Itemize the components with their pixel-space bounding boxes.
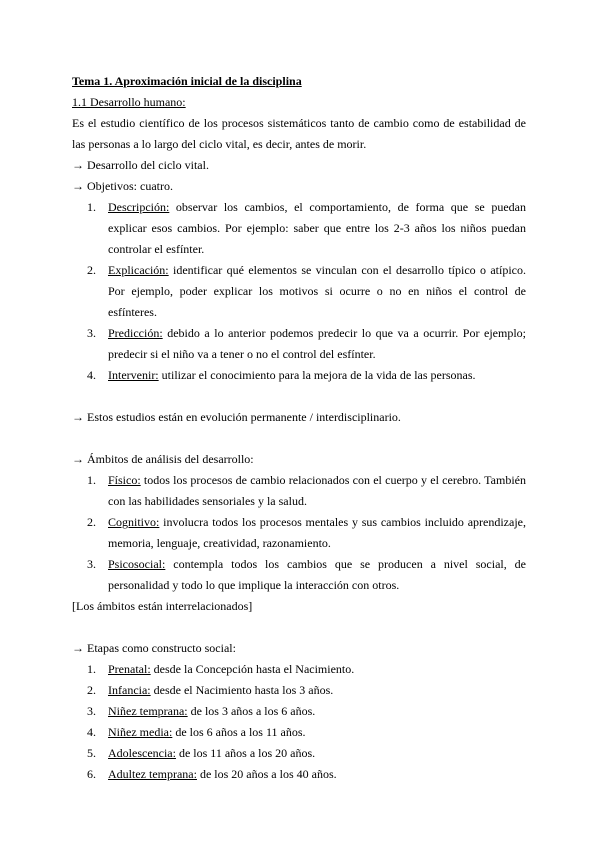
list-item xyxy=(72,722,526,743)
list-item xyxy=(72,680,526,701)
list-item xyxy=(72,260,526,323)
list-item xyxy=(72,512,526,554)
list-term: Adultez temprana: xyxy=(108,767,197,781)
list-item xyxy=(72,701,526,722)
list-number: 2. xyxy=(87,515,96,529)
section-heading: 1.1 Desarrollo humano: xyxy=(72,95,186,109)
list-text: involucra todos los procesos mentales y sus cambios incluido aprendizaje, memoria, lenguaje, creatividad, razonamiento. xyxy=(108,515,526,550)
spacer xyxy=(72,617,526,638)
list-number: 2. xyxy=(87,683,96,697)
spacer xyxy=(72,428,526,449)
list-term: Infancia: xyxy=(108,683,151,697)
list-term: Niñez media: xyxy=(108,725,173,739)
ciclo-vital-line: → Desarrollo del ciclo vital. xyxy=(72,158,209,172)
list-text: utilizar el conocimiento para la mejora de la vida de las personas. xyxy=(158,368,476,382)
objetivos-list xyxy=(72,197,526,386)
document-title: Tema 1. Aproximación inicial de la disciplina xyxy=(72,74,302,88)
list-number: 6. xyxy=(87,767,96,781)
ambitos-line: → Ámbitos de análisis del desarrollo: xyxy=(72,452,254,466)
ambitos-note: [Los ámbitos están interrelacionados] xyxy=(72,599,253,613)
list-text: observar los cambios, el comportamiento, de forma que se puedan explicar esos cambios. Por ejemplo: saber que entre los 2-3 años los niños puedan controlar el esfínter. xyxy=(108,200,526,256)
list-text: de los 6 años a los 11 años. xyxy=(172,725,306,739)
etapas-list xyxy=(72,659,526,785)
list-text: identificar qué elementos se vinculan con el desarrollo típico o atípico. Por ejemplo, poder explicar los motivos si ocurre o no en niños el control de esfínteres. xyxy=(108,263,526,319)
list-text: todos los procesos de cambio relacionados con el cuerpo y el cerebro. También con las habilidades sensoriales y la salud. xyxy=(108,473,526,508)
list-number: 3. xyxy=(87,557,96,571)
list-text: desde la Concepción hasta el Nacimiento. xyxy=(150,662,355,676)
list-term: Adolescencia: xyxy=(108,746,176,760)
list-text: de los 20 años a los 40 años. xyxy=(196,767,337,781)
list-term: Explicación: xyxy=(108,263,169,277)
list-item xyxy=(72,554,526,596)
list-number: 1. xyxy=(87,473,96,487)
list-term: Físico: xyxy=(108,473,141,487)
ambitos-list xyxy=(72,470,526,596)
list-term: Prenatal: xyxy=(108,662,151,676)
list-item xyxy=(72,323,526,365)
list-item xyxy=(72,197,526,260)
list-term: Predicción: xyxy=(108,326,163,340)
list-number: 5. xyxy=(87,746,96,760)
list-term: Niñez temprana: xyxy=(108,704,188,718)
estudios-line: → Estos estudios están en evolución permanente / interdisciplinario. xyxy=(72,410,401,424)
list-number: 1. xyxy=(87,200,96,214)
list-term: Psicosocial: xyxy=(108,557,166,571)
list-term: Intervenir: xyxy=(108,368,159,382)
intro-paragraph: Es el estudio científico de los procesos sistemáticos tanto de cambio como de estabilidad de las personas a lo largo del ciclo vital, es decir, antes de morir. xyxy=(72,116,526,151)
list-number: 3. xyxy=(87,326,96,340)
list-number: 4. xyxy=(87,725,96,739)
list-item xyxy=(72,659,526,680)
list-term: Descripción: xyxy=(108,200,170,214)
objetivos-line: → Objetivos: cuatro. xyxy=(72,179,173,193)
list-text: desde el Nacimiento hasta los 3 años. xyxy=(150,683,334,697)
list-item xyxy=(72,470,526,512)
list-item xyxy=(72,764,526,785)
list-text: contempla todos los cambios que se producen a nivel social, de personalidad y todo lo que implique la interacción con otros. xyxy=(108,557,526,592)
list-number: 4. xyxy=(87,368,96,382)
list-term: Cognitivo: xyxy=(108,515,160,529)
list-text: de los 3 años a los 6 años. xyxy=(187,704,316,718)
list-text: de los 11 años a los 20 años. xyxy=(175,746,316,760)
list-item xyxy=(72,743,526,764)
list-number: 3. xyxy=(87,704,96,718)
list-text: debido a lo anterior podemos predecir lo que va a ocurrir. Por ejemplo; predecir si el niño va a tener o no el control del esfínter. xyxy=(108,326,526,361)
etapas-line: → Etapas como constructo social: xyxy=(72,641,236,655)
list-number: 1. xyxy=(87,662,96,676)
spacer xyxy=(72,386,526,407)
list-item xyxy=(72,365,526,386)
list-number: 2. xyxy=(87,263,96,277)
